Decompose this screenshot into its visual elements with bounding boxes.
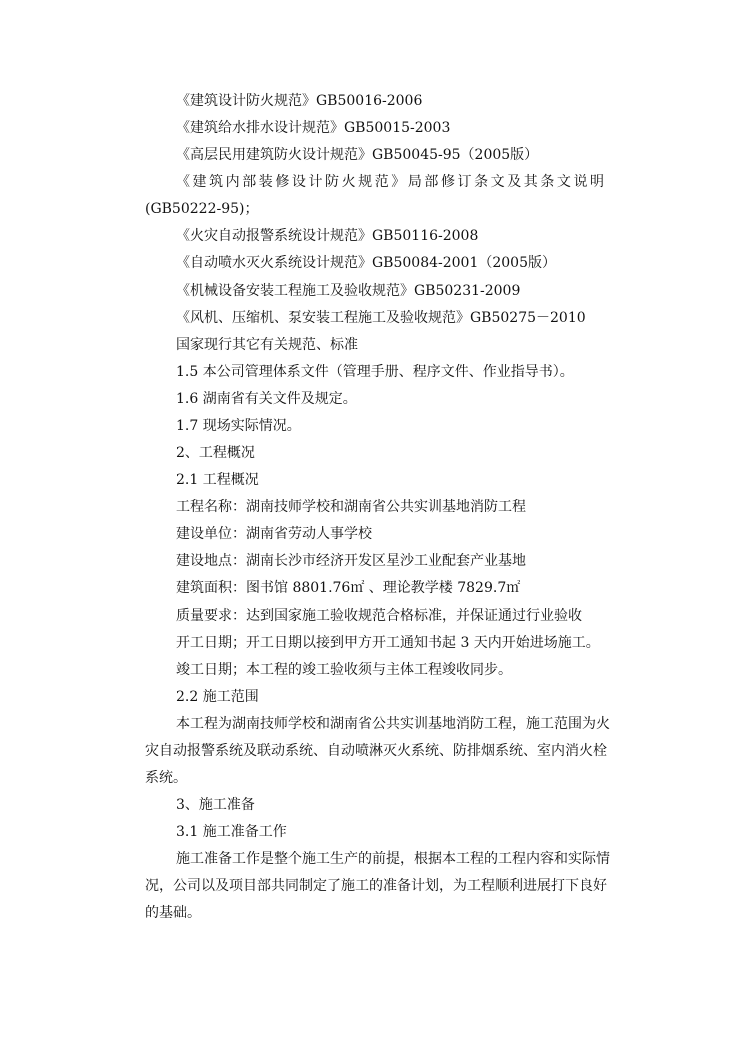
building-area: 建筑面积：图书馆 8801.76㎡ 、理论教学楼 7829.7㎡ — [176, 580, 521, 596]
section-heading-2: 2、工程概况 — [176, 445, 255, 461]
reference-gb50015: 《建筑给水排水设计规范》GB50015-2003 — [176, 120, 451, 136]
reference-gb50275: 《风机、压缩机、泵安装工程施工及验收规范》GB50275－2010 — [176, 310, 586, 326]
scope-paragraph-line2: 灾自动报警系统及联动系统、自动喷淋灭火系统、防排烟系统、室内消火栓 — [145, 743, 607, 759]
subsection-heading-2-1: 2.1 工程概况 — [176, 472, 259, 488]
subsection-heading-3-1: 3.1 施工准备工作 — [176, 824, 287, 840]
item-1-6: 1.6 湖南省有关文件及规定。 — [176, 391, 357, 407]
construction-unit: 建设单位：湖南省劳动人事学校 — [176, 526, 372, 542]
section-heading-3: 3、施工准备 — [176, 797, 255, 813]
subsection-heading-2-2: 2.2 施工范围 — [176, 689, 259, 705]
preparation-paragraph-line3: 的基础。 — [145, 905, 201, 921]
reference-gb50231: 《机械设备安装工程施工及验收规范》GB50231-2009 — [176, 283, 521, 299]
preparation-paragraph-line2: 况，公司以及项目部共同制定了施工的准备计划，为工程顺利进展打下良好 — [145, 878, 607, 894]
start-date: 开工日期；开工日期以接到甲方开工通知书起 3 天内开始进场施工。 — [176, 635, 600, 651]
reference-gb50045: 《高层民用建筑防火设计规范》GB50045-95（2005版） — [176, 147, 539, 163]
construction-location: 建设地点：湖南长沙市经济开发区星沙工业配套产业基地 — [176, 553, 526, 569]
quality-requirement: 质量要求：达到国家施工验收规范合格标准，并保证通过行业验收 — [176, 608, 582, 624]
completion-date: 竣工日期；本工程的竣工验收须与主体工程竣收同步。 — [176, 662, 512, 678]
item-1-5: 1.5 本公司管理体系文件（管理手册、程序文件、作业指导书）。 — [176, 364, 574, 380]
reference-gb50016: 《建筑设计防火规范》GB50016-2006 — [176, 93, 423, 109]
reference-gb50222-line1: 《建筑内部装修设计防火规范》局部修订条文及其条文说明 — [176, 174, 604, 190]
scope-paragraph-line1: 本工程为湖南技师学校和湖南省公共实训基地消防工程，施工范围为火 — [176, 716, 610, 732]
reference-gb50084: 《自动喷水灭火系统设计规范》GB50084-2001（2005版） — [176, 255, 556, 271]
item-1-7: 1.7 现场实际情况。 — [176, 418, 301, 434]
reference-other-standards: 国家现行其它有关规范、标准 — [176, 337, 358, 353]
reference-gb50116: 《火灾自动报警系统设计规范》GB50116-2008 — [176, 228, 479, 244]
scope-paragraph-line3: 系统。 — [145, 770, 187, 786]
reference-gb50222-line2: (GB50222-95)； — [145, 201, 259, 217]
project-name: 工程名称：湖南技师学校和湖南省公共实训基地消防工程 — [176, 499, 526, 515]
preparation-paragraph-line1: 施工准备工作是整个施工生产的前提，根据本工程的工程内容和实际情 — [176, 851, 610, 867]
